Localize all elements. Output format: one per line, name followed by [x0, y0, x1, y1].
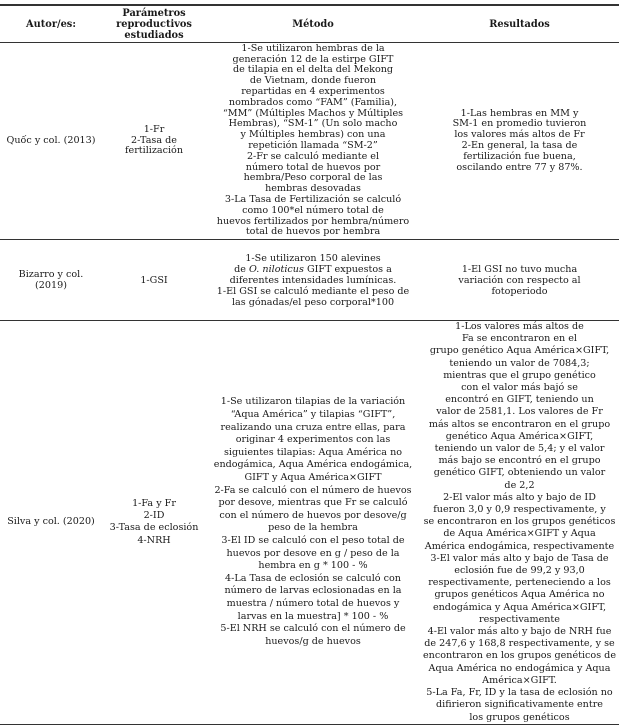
header-results: Resultados: [489, 18, 550, 30]
cell-params: 1-GSI: [140, 274, 168, 286]
reproductive-parameters-table: [0, 4, 619, 725]
cell-results: 1-El GSI no tuvo mucha variación con respecto al fotoperiodo: [458, 263, 581, 297]
cell-author: Silva y col. (2020): [7, 516, 95, 528]
cell-params: 1-Fa y Fr 2-ID 3-Tasa de eclosión 4-NRH: [109, 497, 199, 546]
method-text: GIFT expuestos a diferentes intensidades lumínicas. 1-El GSI se calculó mediante el peso de las gónadas/el peso corporal*100: [216, 263, 410, 308]
cell-results: 1-Los valores más altos de Fa se encontraron en el grupo genético Aqua América×GIFT, teniendo un valor de 7084,3; mientras que el grupo genético con el valor más bajó se encontró en GIFT, teniendo un valor de 2581,1. Los valores de Fr más altos se encontraron en el grupo genético Aqua América×GIFT, teniendo un valor de 5,4; y el valor más bajo se encontró en el grupo genético GIFT, obteniendo un valor de 2,2 2-El valor más alto y bajo de ID fueron 3,0 y 0,9 respectivamente, y se encontraron en los grupos genéticos de Aqua América×GIFT y Aqua América endogámica, respectivamente 3-El valor más alto y bajo de Tasa de eclosión fue de 99,2 y 93,0 respectivamente, perteneciendo a los grupos genéticos Aqua América no endogámica y Aqua América×GIFT, respectivamente 4-El valor más alto y bajo de NRH fue de 247,6 y 168,8 respectivamente, y se encontraron en los grupos genéticos de Aqua América no endogámica y Aqua América×GIFT. 5-La Fa, Fr, ID y la tasa de eclosión no difirieron significativamente entre los grupos genéticos: [423, 321, 616, 723]
header-author: Autor/es:: [26, 18, 76, 30]
species-name: O. niloticus: [249, 263, 304, 275]
table-row: [0, 240, 619, 321]
table-header-row: [0, 5, 619, 43]
cell-method: 1-Se utilizaron hembras de la generación 12 de la estirpe GIFT de tilapia en el delta del Mekong de Vietnam, donde fueron repartidas en 4 experimentos nombrados como “FAM” (Familia), “MM” (Múltiples Machos y Múltiples Hembras), “SM-1” (Un solo macho y Múltiples hembras) con una repetición llamada “SM-2” 2-Fr se calculó mediante el número total de huevos por hembra/Peso corporal de las hembras desovadas 3-La Tasa de Fertilización se calculó como 100*el número total de huevos fertilizados por hembra/número total de huevos por hembra: [216, 42, 410, 238]
cell-results: 1-Las hembras en MM y SM-1 en promedio tuvieron los valores más altos de Fr 2-En general, la tasa de fertilización fue buena, oscilando entre 77 y 87%.: [452, 107, 587, 173]
cell-method: 1-Se utilizaron tilapias de la variación “Aqua América” y tilapias “GIFT”, realizando una cruza entre ellas, para originar 4 experimentos con las siguientes tilapias: Aqua América no endogámica, Aqua América endogámica, GIFT y Aqua América×GIFT 2-Fa se calculó con el número de huevos por desove, mientras que Fr se calculó con el número de huevos por desove/g peso de la hembra 3-El ID se calculó con el peso total de huevos por desove en g / peso de la hembra en g * 100 - % 4-La Tasa de eclosión se calculó con número de larvas eclosionadas en la muestra / número total de huevos y larvas en la muestra] * 100 - % 5-El NRH se calculó con el número de huevos/g de huevos: [213, 396, 413, 647]
cell-params: 1-Fr 2-Tasa de fertilización: [124, 123, 184, 157]
cell-author: Bizarro y col. (2019): [18, 269, 84, 291]
cell-method: [206, 240, 420, 321]
cell-author: Quốc y col. (2013): [6, 134, 96, 146]
method-text: 1-Se utilizaron 150 alevines de: [234, 252, 381, 275]
header-params: Parámetros reproductivos estudiados: [116, 7, 192, 41]
table-row: [0, 321, 619, 725]
table-row: [0, 43, 619, 240]
header-method: Método: [292, 18, 334, 30]
